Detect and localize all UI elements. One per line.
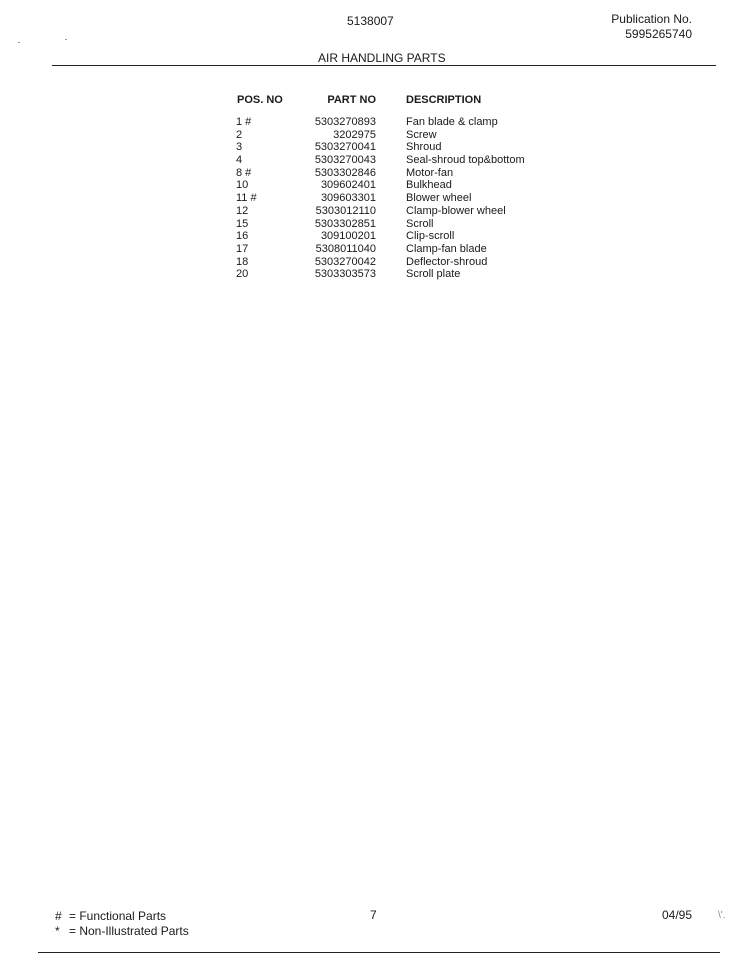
description-cell: Fan blade & clamp: [406, 116, 498, 128]
description-cell: Deflector-shroud: [406, 255, 488, 268]
section-title: AIR HANDLING PARTS: [318, 51, 446, 65]
table-row: [236, 154, 536, 167]
legend-text: = Functional Parts: [69, 909, 167, 923]
table-header-row: [236, 94, 536, 116]
table-row: [236, 256, 536, 269]
top-rule: [52, 65, 716, 66]
description-cell: Clip-scroll: [406, 230, 455, 243]
part-number-cell: 309603301: [320, 192, 376, 205]
part-number-cell: 5303270043: [314, 154, 376, 167]
part-number-cell: 5303302846: [314, 166, 376, 179]
table-row: [236, 129, 536, 142]
table-row: [236, 116, 536, 129]
legend-non-illustrated: [55, 924, 189, 939]
corner-mark: \'.: [718, 910, 726, 921]
pos-cell: 12: [236, 204, 249, 217]
description-cell: Blower wheel: [406, 192, 472, 205]
table-row: [236, 192, 536, 205]
pos-cell: 3: [236, 141, 243, 154]
pos-cell: 2: [236, 128, 243, 141]
column-header-pos: POS. NO: [237, 94, 283, 106]
table-row: [236, 179, 536, 192]
table-row: [236, 167, 536, 180]
table-row: [236, 205, 536, 218]
part-number-cell: 5308011040: [315, 242, 376, 255]
table-row: [236, 243, 536, 256]
pos-cell: 16: [236, 230, 249, 243]
scan-speck: [65, 39, 67, 40]
part-number-cell: 5303270042: [314, 255, 376, 268]
table-row: [236, 230, 536, 243]
description-cell: Clamp-fan blade: [406, 242, 487, 255]
pos-cell: 15: [236, 217, 249, 230]
table-body: [236, 116, 536, 281]
description-cell: Screw: [406, 128, 437, 141]
page-number: 7: [370, 908, 377, 922]
issue-date: 04/95: [662, 908, 693, 922]
description-cell: Scroll plate: [406, 268, 461, 281]
pos-cell: 10: [236, 179, 249, 192]
legend-symbol: *: [55, 923, 60, 938]
pos-cell: 4: [236, 154, 243, 167]
legend-text: = Non-Illustrated Parts: [69, 923, 189, 938]
part-number-cell: 5303012110: [315, 204, 376, 217]
bottom-rule: [38, 952, 720, 953]
pos-cell: 20: [236, 268, 249, 281]
column-header-description: DESCRIPTION: [406, 94, 482, 106]
part-number-cell: 3202975: [333, 128, 376, 141]
description-cell: Motor-fan: [406, 166, 454, 179]
part-number-cell: 5303303573: [314, 268, 376, 281]
parts-table: [236, 94, 536, 281]
legend-symbol: #: [55, 909, 62, 923]
description-cell: Scroll: [406, 217, 434, 230]
part-number-cell: 5303270893: [314, 116, 376, 128]
description-cell: Bulkhead: [406, 179, 452, 192]
pos-cell: 18: [236, 255, 249, 268]
publication-label: Publication No.: [611, 12, 692, 26]
pos-cell: 11 #: [236, 192, 257, 205]
legend-functional: [55, 909, 189, 924]
pos-cell: 1 #: [236, 116, 252, 128]
publication-number: 5995265740: [625, 27, 692, 41]
description-cell: Seal-shroud top&bottom: [406, 154, 525, 167]
column-header-part: PART NO: [327, 94, 376, 106]
part-number-cell: 309100201: [320, 230, 376, 243]
description-cell: Clamp-blower wheel: [406, 204, 506, 217]
scan-speck: [18, 42, 20, 43]
part-number-cell: 5303302851: [314, 217, 376, 230]
description-cell: Shroud: [406, 141, 442, 154]
footer-legend: [55, 909, 189, 938]
pos-cell: 17: [236, 242, 249, 255]
table-row: [236, 141, 536, 154]
model-number: 5138007: [347, 14, 394, 28]
pos-cell: 8 #: [236, 166, 252, 179]
table-row: [236, 218, 536, 231]
part-number-cell: 309602401: [320, 179, 376, 192]
table-row: [236, 268, 536, 281]
part-number-cell: 5303270041: [314, 141, 376, 154]
